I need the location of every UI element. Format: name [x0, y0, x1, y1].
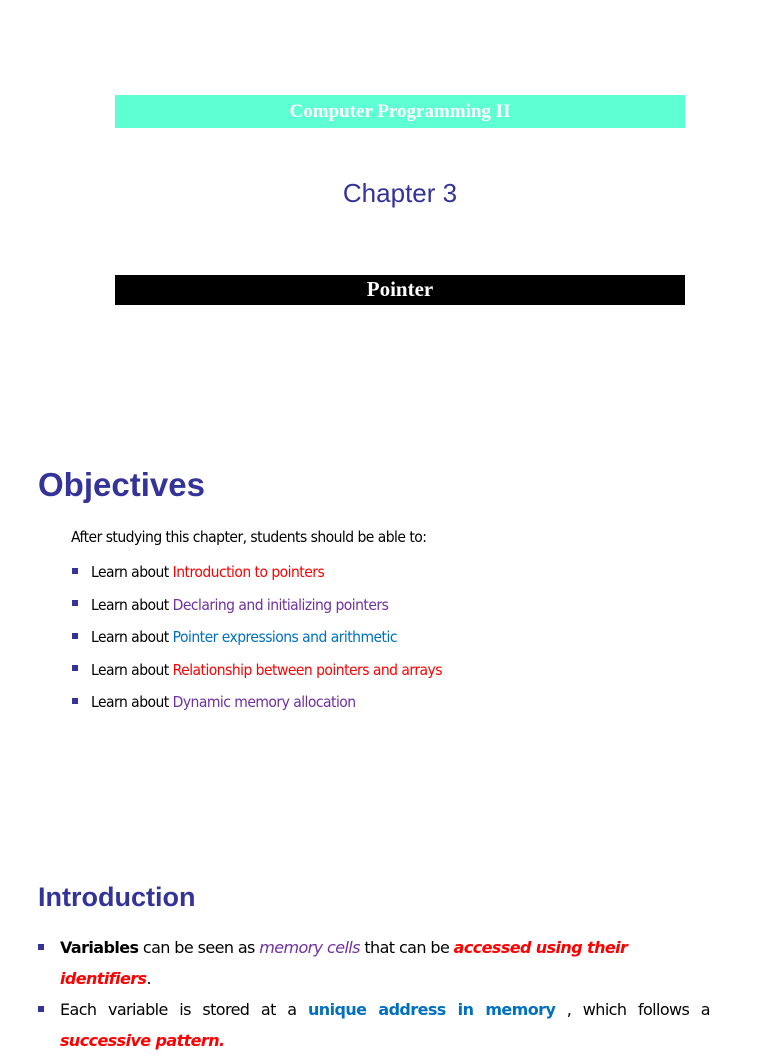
intro-text: .: [146, 969, 151, 988]
objective-item: [72, 558, 481, 591]
objective-prefix: Learn about: [91, 595, 173, 614]
memory-cells-text: memory cells: [259, 938, 360, 957]
objective-prefix: Learn about: [91, 693, 173, 711]
objective-topic: Introduction to pointers: [172, 563, 325, 581]
objective-item: [72, 688, 481, 721]
successive-pattern-text: successive pattern.: [60, 1031, 225, 1050]
objective-item: [72, 656, 481, 689]
objectives-intro: After studying this chapter, students should be able to:: [71, 528, 427, 546]
objective-prefix: Learn about: [91, 660, 173, 679]
objective-topic: Relationship between pointers and arrays: [172, 660, 442, 679]
topic-title: Pointer: [366, 277, 434, 301]
bullet-square-icon: [72, 698, 78, 704]
objective-prefix: Learn about: [91, 628, 173, 646]
intro-text: , which follows a: [555, 1000, 710, 1019]
intro-text: that can be: [359, 938, 454, 957]
introduction-heading: Introduction: [38, 882, 196, 912]
chapter-title: Chapter 3: [342, 178, 458, 208]
topic-banner: [115, 275, 685, 305]
course-title-banner: [115, 95, 685, 128]
bullet-square-icon: [38, 1006, 44, 1012]
unique-address-text: unique address in memory: [308, 1000, 556, 1019]
course-title: Computer Programming II: [289, 101, 511, 122]
bullet-square-icon: [72, 600, 78, 606]
objective-item: [72, 591, 481, 624]
objectives-heading: Objectives: [38, 466, 205, 503]
accessed-text: accessed using their identifiers: [60, 938, 628, 988]
bullet-square-icon: [72, 568, 78, 574]
intro-text: Each variable is stored at a: [60, 1000, 309, 1019]
bullet-square-icon: [72, 665, 78, 671]
bullet-square-icon: [72, 633, 78, 639]
objective-item: [72, 623, 481, 656]
objective-topic: Pointer expressions and arithmetic: [172, 628, 397, 646]
bullet-square-icon: [38, 944, 44, 950]
objective-topic: Dynamic memory allocation: [172, 693, 356, 711]
objective-topic: Declaring and initializing pointers: [172, 595, 389, 614]
intro-bullet-variables: [38, 932, 710, 994]
introduction-list: [38, 932, 710, 1056]
intro-bullet-address: [38, 994, 710, 1056]
objective-prefix: Learn about: [91, 563, 173, 581]
intro-text: can be seen as: [138, 938, 260, 957]
variables-term: Variables: [60, 938, 139, 957]
objectives-list: [72, 558, 481, 721]
